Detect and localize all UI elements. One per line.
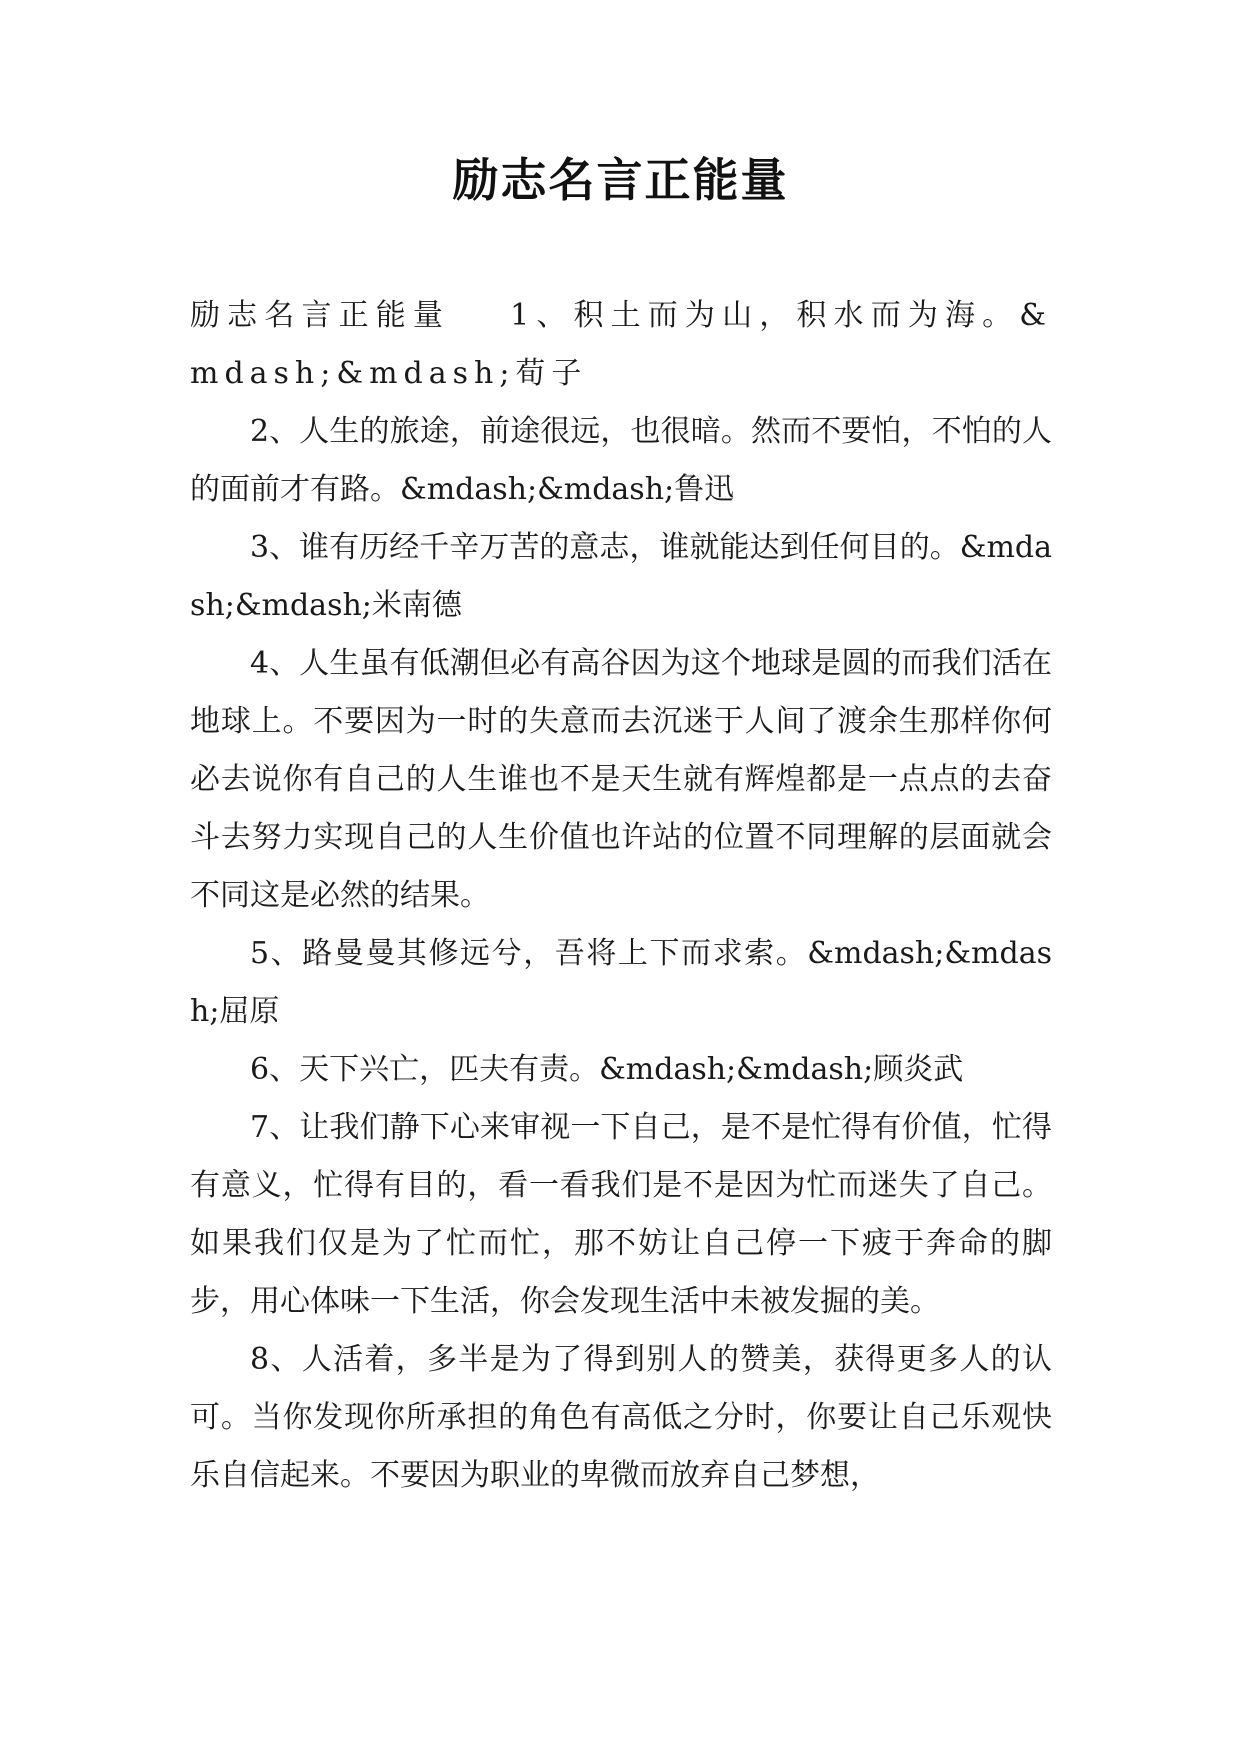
document-title: 励志名言正能量 [452,153,789,207]
quote-1: 1、积土而为山，积水而为海。&mdash;&mdash;荀子 [190,298,1053,391]
quote-7: 7、让我们静下心来审视一下自己，是不是忙得有价值，忙得有意义，忙得有目的，看一看我们是不是因为忙而迷失了自己。如果我们仅是为了忙而忙，那不妨让自己停一下疲于奔命的脚步，用心体味一下生活，你会发现生活中未被发掘的美。 [190,1110,1052,1319]
quote-4: 4、人生虽有低潮但必有高谷因为这个地球是圆的而我们活在地球上。不要因为一时的失意而去沉迷于人间了渡余生那样你何必去说你有自己的人生谁也不是天生就有辉煌都是一点点的去奋斗去努力实现自己的人生价值也许站的位置不同理解的层面就会不同这是必然的结果。 [190,646,1052,913]
quote-3: 3、谁有历经千辛万苦的意志，谁就能达到任何目的。&mdash;&mdash;米南德 [190,530,1052,623]
quote-5: 5、路曼曼其修远兮，吾将上下而求索。&mdash;&mdash;屈原 [190,936,1052,1029]
quote-8: 8、人活着，多半是为了得到别人的赞美，获得更多人的认可。当你发现你所承担的角色有高低之分时，你要让自己乐观快乐自信起来。不要因为职业的卑微而放弃自己梦想， [190,1342,1052,1493]
lead-heading: 励志名言正能量 [190,298,451,333]
document-body [190,287,1052,1505]
lead-paragraph [190,287,1052,403]
quote-2: 2、人生的旅途，前途很远，也很暗。然而不要怕，不怕的人的面前才有路。&mdash;&mdash;鲁迅 [190,414,1052,507]
quote-6: 6、天下兴亡，匹夫有责。&mdash;&mdash;顾炎武 [250,1052,964,1087]
